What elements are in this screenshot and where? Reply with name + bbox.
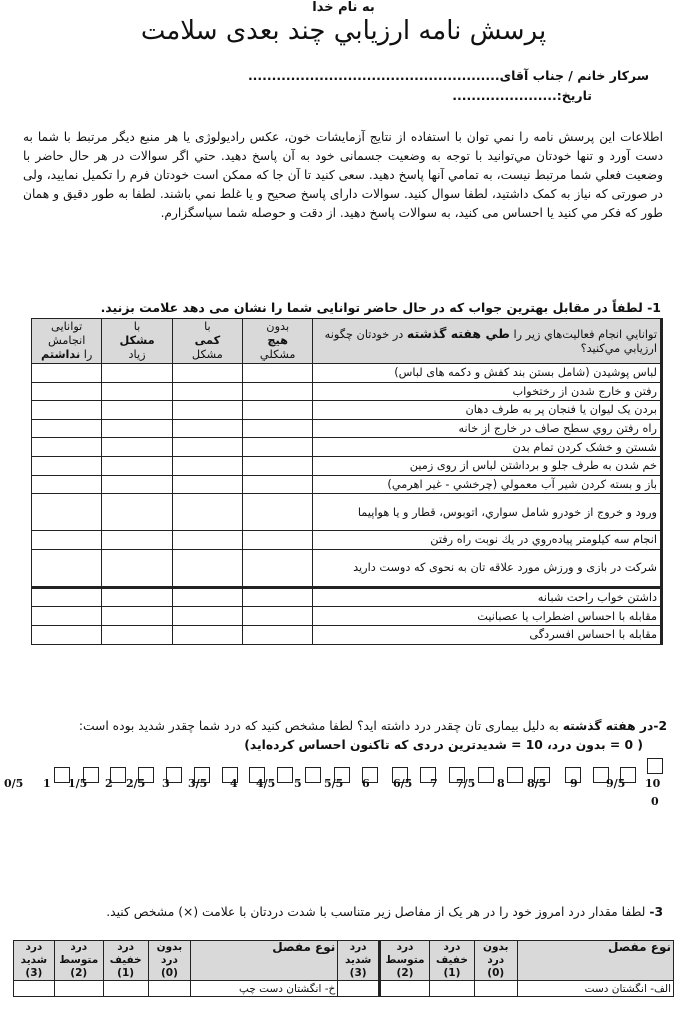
joint-type-header-right: نوع مفصل	[517, 941, 673, 981]
mild-pain-header	[103, 941, 148, 981]
activity-row-label: خم شدن به طرف جلو و برداشتن لباس از روی زمين	[313, 456, 662, 475]
q2-prefix: 2-در	[635, 719, 667, 733]
opt2-line3: مشكل	[191, 348, 223, 361]
option-unable-header	[32, 319, 102, 364]
activity-row-label: ورود و خروج از خودرو شامل سواري، اتوبوس، قطار و يا هواپيما	[313, 494, 662, 531]
answer-cell[interactable]	[243, 438, 313, 457]
h3-line1: درد	[349, 941, 367, 953]
h1-line3: (1)	[117, 967, 135, 979]
answer-cell[interactable]	[102, 382, 172, 401]
question-2-scale: ( 0 = بدون درد، 10 = شديدترين دردی که تاکنون احساس کرده‌ايد)	[244, 738, 643, 752]
answer-cell[interactable]	[243, 531, 313, 550]
severe-pain-header	[14, 941, 55, 981]
activity-row-label: داشتن خواب راحت شبانه	[313, 587, 662, 607]
answer-cell[interactable]	[32, 494, 102, 531]
h2-line3: (2)	[70, 967, 88, 979]
answer-cell[interactable]	[243, 625, 313, 644]
h3-line3: (3)	[25, 967, 43, 979]
pain-checkbox[interactable]	[478, 767, 494, 783]
option-little-difficulty-header	[172, 319, 242, 364]
activity-row-label: شستن و خشک کردن تمام بدن	[313, 438, 662, 457]
answer-cell[interactable]	[243, 494, 313, 531]
answer-cell[interactable]	[102, 549, 172, 587]
pain-label: 0	[651, 795, 659, 808]
pain-label: 8/5	[527, 777, 547, 790]
answer-cell[interactable]	[243, 419, 313, 438]
answer-cell[interactable]	[102, 531, 172, 550]
opt4-line2: انجامش	[47, 334, 86, 347]
h3-line3: (3)	[349, 967, 367, 979]
pain-checkbox[interactable]	[647, 758, 663, 774]
h0-line2: درد	[487, 954, 505, 966]
date-line: تاريخ:......................	[452, 88, 592, 103]
answer-cell[interactable]	[32, 382, 102, 401]
severe-pain-header	[338, 941, 380, 981]
answer-cell[interactable]	[32, 364, 102, 383]
pain-label: 7	[430, 777, 438, 790]
answer-cell[interactable]	[172, 625, 242, 644]
activity-header	[313, 319, 662, 364]
option-no-difficulty-header	[243, 319, 313, 364]
joint-answer-cell[interactable]	[103, 981, 148, 997]
no-pain-header	[148, 941, 191, 981]
joint-answer-cell[interactable]	[54, 981, 103, 997]
pain-label: 1/5	[68, 777, 88, 790]
table-header-row	[32, 319, 662, 364]
h2-line1: درد	[70, 941, 88, 953]
h2-line2: متوسط	[385, 954, 425, 966]
q2-bold: هفته گذشته	[562, 719, 636, 733]
answer-cell[interactable]	[32, 475, 102, 494]
answer-cell[interactable]	[172, 401, 242, 420]
pain-label: 8	[497, 777, 505, 790]
opt2-line1: با	[204, 320, 211, 333]
h3-line2: شديد	[20, 954, 48, 966]
joint-answer-cell[interactable]	[338, 981, 380, 997]
activity-row-label: مقابله با احساس افسردگی	[313, 625, 662, 644]
moderate-pain-header	[380, 941, 430, 981]
answer-cell[interactable]	[32, 625, 102, 644]
answer-cell[interactable]	[32, 531, 102, 550]
answer-cell[interactable]	[243, 456, 313, 475]
activity-row-label: مقابله با احساس اضطراب يا عصبانيت	[313, 607, 662, 626]
answer-cell[interactable]	[172, 531, 242, 550]
answer-cell[interactable]	[102, 607, 172, 626]
answer-cell[interactable]	[172, 587, 242, 607]
answer-cell[interactable]	[243, 607, 313, 626]
activity-header-text: توانايي انجام فعاليت‌هاي زير را	[509, 327, 657, 341]
joint-row	[14, 981, 674, 997]
activity-row-label: انجام سه كيلومتر پياده‌روي در يك نوبت راه رفتن	[313, 531, 662, 550]
pain-label: 4	[230, 777, 238, 790]
answer-cell[interactable]	[102, 456, 172, 475]
answer-cell[interactable]	[172, 438, 242, 457]
opt2-line2: كمی	[194, 334, 221, 347]
opt4-line1: توانايی	[51, 320, 83, 333]
joint-label-left: خ- انگشتان دست چپ	[191, 981, 338, 997]
joint-answer-cell[interactable]	[380, 981, 430, 997]
moderate-pain-header	[54, 941, 103, 981]
pain-label: 2/5	[126, 777, 146, 790]
h0-line2: درد	[161, 954, 178, 966]
answer-cell[interactable]	[172, 475, 242, 494]
opt1-line1: بدون	[266, 320, 290, 333]
answer-cell[interactable]	[102, 419, 172, 438]
activity-row-label: شركت در بازی و ورزش مورد علاقه تان به نحوی كه دوست داريد	[313, 549, 662, 587]
pain-label: 7/5	[456, 777, 476, 790]
h2-line2: متوسط	[59, 954, 99, 966]
h0-line1: بدون	[156, 941, 183, 953]
q2-rest: به دليل بيماری تان چقدر درد داشته ايد؟ لطفا مشخص کنيد که درد شما چقدر شديد بوده است:	[78, 719, 563, 733]
question-3-title	[18, 904, 663, 921]
h2-line1: درد	[396, 941, 414, 953]
pain-label: 6/5	[393, 777, 413, 790]
pain-label: 3/5	[188, 777, 208, 790]
pain-label: 1	[43, 777, 51, 790]
h0-line1: بدون	[482, 941, 509, 953]
answer-cell[interactable]	[243, 587, 313, 607]
answer-cell[interactable]	[102, 587, 172, 607]
answer-cell[interactable]	[102, 438, 172, 457]
opt4-line3: را	[80, 348, 93, 361]
no-pain-header	[474, 941, 517, 981]
answer-cell[interactable]	[32, 456, 102, 475]
answer-cell[interactable]	[102, 494, 172, 531]
h3-line2: شديد	[344, 954, 372, 966]
pain-label: 10	[645, 777, 661, 790]
joint-table-header	[14, 941, 674, 981]
h1-line1: درد	[117, 941, 135, 953]
answer-cell[interactable]	[32, 587, 102, 607]
joint-answer-cell[interactable]	[474, 981, 517, 997]
answer-cell[interactable]	[32, 549, 102, 587]
answer-cell[interactable]	[32, 607, 102, 626]
q3-number: 3-	[649, 905, 663, 919]
activity-row-label: لباس پوشيدن (شامل بستن بند کفش و دکمه های لباس)	[313, 364, 662, 383]
joint-answer-cell[interactable]	[14, 981, 55, 997]
pain-label: 4/5	[256, 777, 276, 790]
pain-label: 3	[162, 777, 170, 790]
answer-cell[interactable]	[243, 364, 313, 383]
h2-line3: (2)	[396, 967, 414, 979]
activity-row-label: رفتن و خارج شدن از رختخواب	[313, 382, 662, 401]
joint-label-right: الف- انگشتان دست	[517, 981, 673, 997]
pain-checkbox[interactable]	[277, 767, 293, 783]
answer-cell[interactable]	[243, 382, 313, 401]
addressee-line: سرکار خانم / جناب آقای.....................................................	[247, 68, 649, 83]
answer-cell[interactable]	[102, 364, 172, 383]
answer-cell[interactable]	[102, 475, 172, 494]
opt3-line1: با	[133, 320, 141, 333]
activity-row-label: راه رفتن روي سطح صاف در خارج از خانه	[313, 419, 662, 438]
pain-label: 5	[294, 777, 302, 790]
question-1-title: 1- لطفاً در مقابل بهترين جواب که در حال حاضر توانايی شما را نشان می دهد علامت بزنيد.	[100, 300, 661, 315]
h1-line1: درد	[443, 941, 461, 953]
intro-paragraph: اطلاعات اين پرسش نامه را نمي توان با استفاده از نتايج آزمايشات خون، عکس راديولوژی يا هر منبع ديگر مرتبط با شما به دست آورد و تنها خودتان مي‌توانيد با توجه به وضعيت جسمانی خود به آن پاسخ دهيد. حتي اگر سوالات در هر حال حاضر با وضعيت فعلي شما مرتبط نيست، به تمامي آنها پاسخ دهيد. سعی کنيد تا آن جا که ممکن است خودتان فرم را تکميل نماييد، ولی در صورتی که نياز به کمک داشتيد، لطفا سوال کنيد. سوالات دارای پاسخ صحيح و يا غلط نمي باشند. لطفا به طور دقيق و همان طور که فکر مي کنيد يا احساس می کنيد، به سوالات پاسخ دهيد. از دقت و حوصله شما سپاسگزارم.	[23, 130, 663, 220]
h1-line3: (1)	[443, 967, 461, 979]
opt4-line3-bold: نداشتم	[40, 348, 81, 361]
h0-line3: (0)	[160, 967, 178, 979]
answer-cell[interactable]	[172, 419, 242, 438]
activity-header-text-end: در خودتان چگونه ارزيابي مي‌كنيد؟	[324, 327, 657, 355]
opt3-line3: زياد	[128, 348, 146, 361]
pain-label: 0/5	[4, 777, 24, 790]
opt1-line2: هيچ	[267, 334, 288, 347]
answer-cell[interactable]	[172, 549, 242, 587]
pain-label: 6	[362, 777, 370, 790]
answer-cell[interactable]	[172, 607, 242, 626]
pain-label: 5/5	[324, 777, 344, 790]
joint-pain-table	[13, 940, 674, 997]
opt1-line3: مشكلي	[259, 348, 296, 361]
pain-label: 9/5	[606, 777, 626, 790]
answer-cell[interactable]	[172, 364, 242, 383]
h3-line1: درد	[25, 941, 43, 953]
answer-cell[interactable]	[32, 401, 102, 420]
activity-header-bold: طي هفته گذشته	[406, 325, 510, 341]
activity-row-label: بردن يک ليوان يا فنجان پر به طرف دهان	[313, 401, 662, 420]
activity-row-label: باز و بسته کردن شير آب معمولي (چرخشي - غير اهرمي)	[313, 475, 662, 494]
pain-checkbox[interactable]	[305, 767, 321, 783]
answer-cell[interactable]	[243, 549, 313, 587]
h1-line2: خفيف	[436, 954, 468, 966]
joint-answer-cell[interactable]	[430, 981, 475, 997]
mild-pain-header	[430, 941, 475, 981]
answer-cell[interactable]	[172, 456, 242, 475]
page-title: پرسش نامه ارزيابي چند بعدی سلامت	[140, 16, 547, 46]
h0-line3: (0)	[487, 967, 505, 979]
pain-label: 2	[105, 777, 113, 790]
question-2-title	[7, 719, 667, 733]
bismillah: به نام خدا	[312, 0, 375, 15]
opt3-line2: مشکل	[119, 334, 155, 347]
h1-line2: خفيف	[109, 954, 142, 966]
answer-cell[interactable]	[172, 382, 242, 401]
answer-cell[interactable]	[243, 401, 313, 420]
answer-cell[interactable]	[32, 438, 102, 457]
joint-answer-cell[interactable]	[148, 981, 191, 997]
option-much-difficulty-header	[102, 319, 172, 364]
answer-cell[interactable]	[243, 475, 313, 494]
answer-cell[interactable]	[102, 401, 172, 420]
answer-cell[interactable]	[172, 494, 242, 531]
q3-text: لطفا مقدار درد امروز خود را در هر يک از مفاصل زير متناسب با شدت دردتان با علامت (×) مشخص کنيد.	[106, 905, 650, 919]
pain-label: 9	[570, 777, 578, 790]
answer-cell[interactable]	[32, 419, 102, 438]
activity-table	[31, 318, 663, 645]
joint-type-header-left: نوع مفصل	[191, 941, 338, 981]
answer-cell[interactable]	[102, 625, 172, 644]
pain-checkbox[interactable]	[507, 767, 523, 783]
